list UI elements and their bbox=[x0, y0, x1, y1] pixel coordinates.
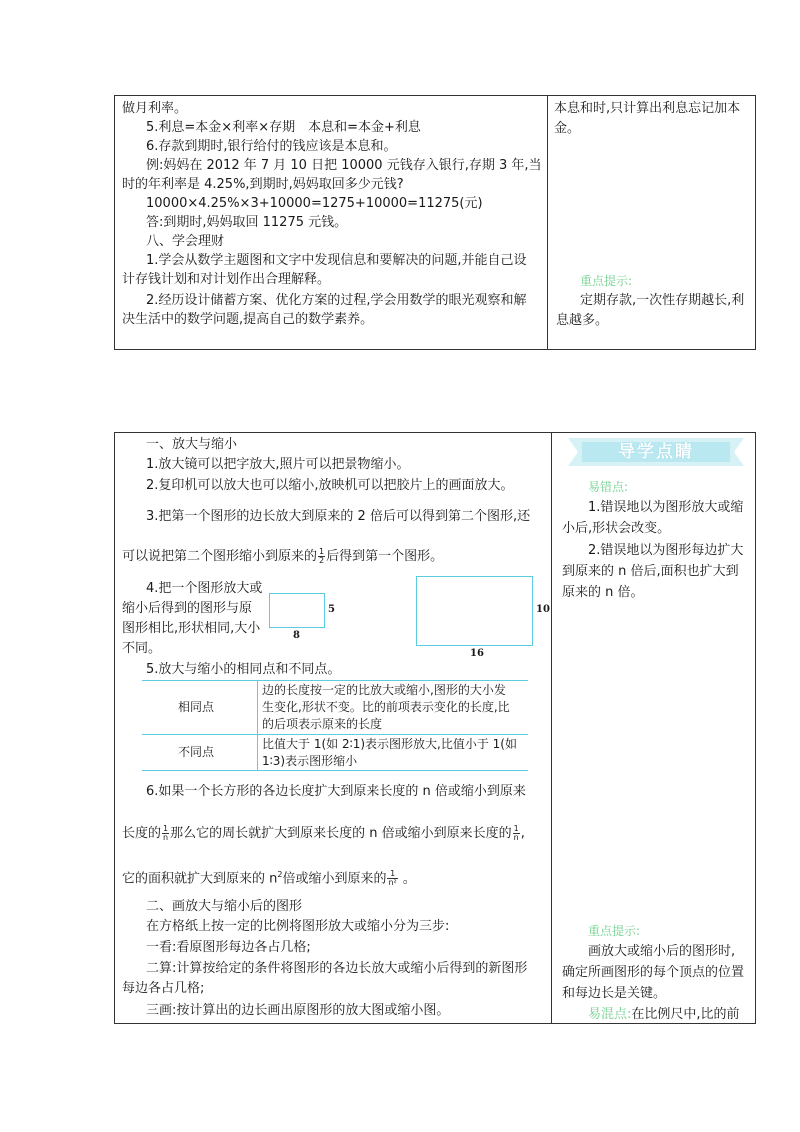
large-rect-height-label: 10 bbox=[536, 604, 550, 615]
text-line: 例:妈妈在 2012 年 7 月 10 日把 10000 元钱存入银行,存期 3 年,当 bbox=[146, 158, 542, 173]
same-line: 生变化,形状不变。比的前项表示变化的长度,比 bbox=[262, 700, 510, 714]
same-line: 边的长度按一定的比放大或缩小,图形的大小发 bbox=[262, 683, 506, 697]
error-label: 易错点: bbox=[588, 480, 629, 494]
diff-line: 1∶3)表示图形缩小 bbox=[262, 754, 358, 768]
text-line: 二算:计算按给定的条件将图形的各边长放大或缩小后得到的新图形 bbox=[146, 961, 528, 976]
diff-label: 不同点 bbox=[178, 745, 215, 759]
text-span: 那么它的周长就扩大到原来长度的 n 倍或缩小到原来长度的 bbox=[170, 826, 512, 841]
fraction-denominator: n bbox=[163, 833, 169, 842]
section-heading: 八、学会理财 bbox=[146, 234, 225, 249]
text-line: 5.放大与缩小的相同点和不同点。 bbox=[146, 662, 341, 677]
tip-line: 息越多。 bbox=[556, 313, 609, 328]
exponent: 2 bbox=[277, 870, 283, 879]
text-line: 5.利息=本金×利率×存期 本息和=本金+利息 bbox=[146, 120, 421, 135]
fraction-numerator: 1 bbox=[387, 870, 397, 879]
text-span: 长度的 bbox=[122, 826, 162, 841]
small-rect-width-label: 8 bbox=[293, 630, 300, 641]
error-line: 原来的 n 倍。 bbox=[562, 585, 644, 600]
text-span: 可以说把第二个图形缩小到原来的 bbox=[122, 549, 318, 564]
fraction-denominator: 2 bbox=[319, 556, 325, 565]
error-line: 小后,形状会改变。 bbox=[562, 521, 671, 536]
large-rect-width-label: 16 bbox=[470, 648, 484, 659]
tip-line: 画放大或缩小后的图形时, bbox=[588, 944, 736, 959]
tip-line: 定期存款,一次性存期越长,利 bbox=[580, 293, 745, 308]
text-line-with-fraction bbox=[122, 548, 443, 566]
text-line-with-fraction: 它的面积就扩大到原来的 $n^2$倍或缩小到原来的 $\frac{1}{\text{n²}}$ 。 bbox=[122, 869, 416, 888]
text-span: 倍或缩小到原来的 bbox=[282, 871, 387, 887]
note-line: 金。 bbox=[554, 121, 581, 136]
small-rectangle bbox=[269, 593, 325, 628]
error-line: 1.错误地以为图形放大或缩 bbox=[588, 500, 744, 515]
fraction-denominator: n² bbox=[388, 878, 397, 888]
column-divider bbox=[547, 96, 548, 349]
text-line: 6.如果一个长方形的各边长度扩大到原来长度的 n 倍或缩小到原来 bbox=[146, 784, 526, 799]
text-line: 三画:按计算出的边长画出原图形的放大图或缩小图。 bbox=[146, 1003, 450, 1018]
column-divider bbox=[551, 433, 552, 1023]
text-span: 它的面积就扩大到原来的 n bbox=[122, 871, 278, 887]
tip-label: 重点提示: bbox=[580, 274, 633, 288]
text-line: 1.放大镜可以把字放大,照片可以把景物缩小。 bbox=[146, 457, 410, 472]
large-rectangle bbox=[416, 576, 533, 646]
banner-title: 导学点睛 bbox=[618, 442, 694, 462]
same-line: 的后项表示原来的长度 bbox=[262, 717, 383, 731]
text-line: 2.复印机可以放大也可以缩小,放映机可以把胶片上的画面放大。 bbox=[146, 478, 514, 493]
tip-line: 和每边长是关键。 bbox=[562, 986, 667, 1001]
text-line: 4.把一个图形放大或 bbox=[146, 581, 263, 596]
section-heading: 一、放大与缩小 bbox=[146, 437, 238, 452]
text-line: 图形相比,形状相同,大小 bbox=[122, 621, 261, 636]
text-line-with-fraction: 长度的 $\frac{1}{n}$ 那么它的周长就扩大到原来长度的 n 倍或缩小到原来长度的 $\frac{1}{n}$ , bbox=[122, 824, 525, 842]
text-line: 10000×4.25%×3+10000=1275+10000=11275(元) bbox=[146, 196, 483, 211]
fraction-one-half bbox=[318, 548, 325, 565]
fraction-numerator: 1 bbox=[163, 824, 169, 833]
text-line: 时的年利率是 4.25%,到期时,妈妈取回多少元钱? bbox=[122, 177, 404, 192]
section-heading: 二、画放大与缩小后的图形 bbox=[146, 899, 303, 914]
text-line: 每边各占几格; bbox=[122, 981, 205, 996]
confuse-label: 易混点: bbox=[588, 1007, 632, 1022]
confuse-text: 在比例尺中,比的前 bbox=[631, 1007, 740, 1022]
same-label: 相同点 bbox=[178, 700, 215, 714]
comparison-bottom-rule bbox=[142, 770, 528, 771]
error-line: 2.错误地以为图形每边扩大 bbox=[588, 543, 744, 558]
text-line: 1.学会从数学主题图和文字中发现信息和要解决的问题,并能自己设 bbox=[146, 253, 527, 268]
text-line: 计存钱计划和对计划作出合理解释。 bbox=[122, 272, 331, 287]
text-line: 在方格纸上按一定的比例将图形放大或缩小分为三步: bbox=[146, 919, 450, 934]
text-line: 6.存款到期时,银行给付的钱应该是本息和。 bbox=[146, 139, 397, 154]
text-span: 后得到第一个图形。 bbox=[326, 549, 444, 564]
guide-banner bbox=[568, 438, 744, 466]
tip-label: 重点提示: bbox=[588, 924, 641, 938]
text-line: 3.把第一个图形的边长放大到原来的 2 倍后可以得到第二个图形,还 bbox=[146, 509, 531, 524]
text-line: 缩小后得到的图形与原 bbox=[122, 601, 253, 616]
fraction-numerator: 1 bbox=[513, 824, 519, 833]
text-line: 2.经历设计储蓄方案、优化方案的过程,学会用数学的眼光观察和解 bbox=[146, 293, 527, 308]
text-line: 一看:看原图形每边各占几格; bbox=[146, 940, 311, 955]
text-line: 做月利率。 bbox=[122, 101, 188, 116]
tip-line: 确定所画图形的每个顶点的位置 bbox=[562, 965, 745, 980]
fraction-denominator: n bbox=[513, 833, 519, 842]
comparison-col-divider bbox=[257, 680, 258, 770]
diff-line: 比值大于 1(如 2∶1)表示图形放大,比值小于 1(如 bbox=[262, 737, 517, 751]
note-line: 本息和时,只计算出利息忘记加本 bbox=[554, 101, 741, 116]
error-line: 到原来的 n 倍后,面积也扩大到 bbox=[562, 564, 739, 579]
text-line: 不同。 bbox=[122, 641, 162, 656]
small-rect-height-label: 5 bbox=[328, 604, 335, 615]
fraction-one-over-n bbox=[513, 825, 520, 842]
fraction-one-over-n bbox=[162, 825, 169, 842]
text-line: 答:到期时,妈妈取回 11275 元钱。 bbox=[146, 215, 348, 230]
confuse-line bbox=[588, 1006, 740, 1024]
fraction-one-over-n-squared bbox=[387, 870, 397, 887]
text-line: 决生活中的数学问题,提高自己的数学素养。 bbox=[122, 312, 374, 327]
fraction-numerator: 1 bbox=[319, 547, 325, 556]
